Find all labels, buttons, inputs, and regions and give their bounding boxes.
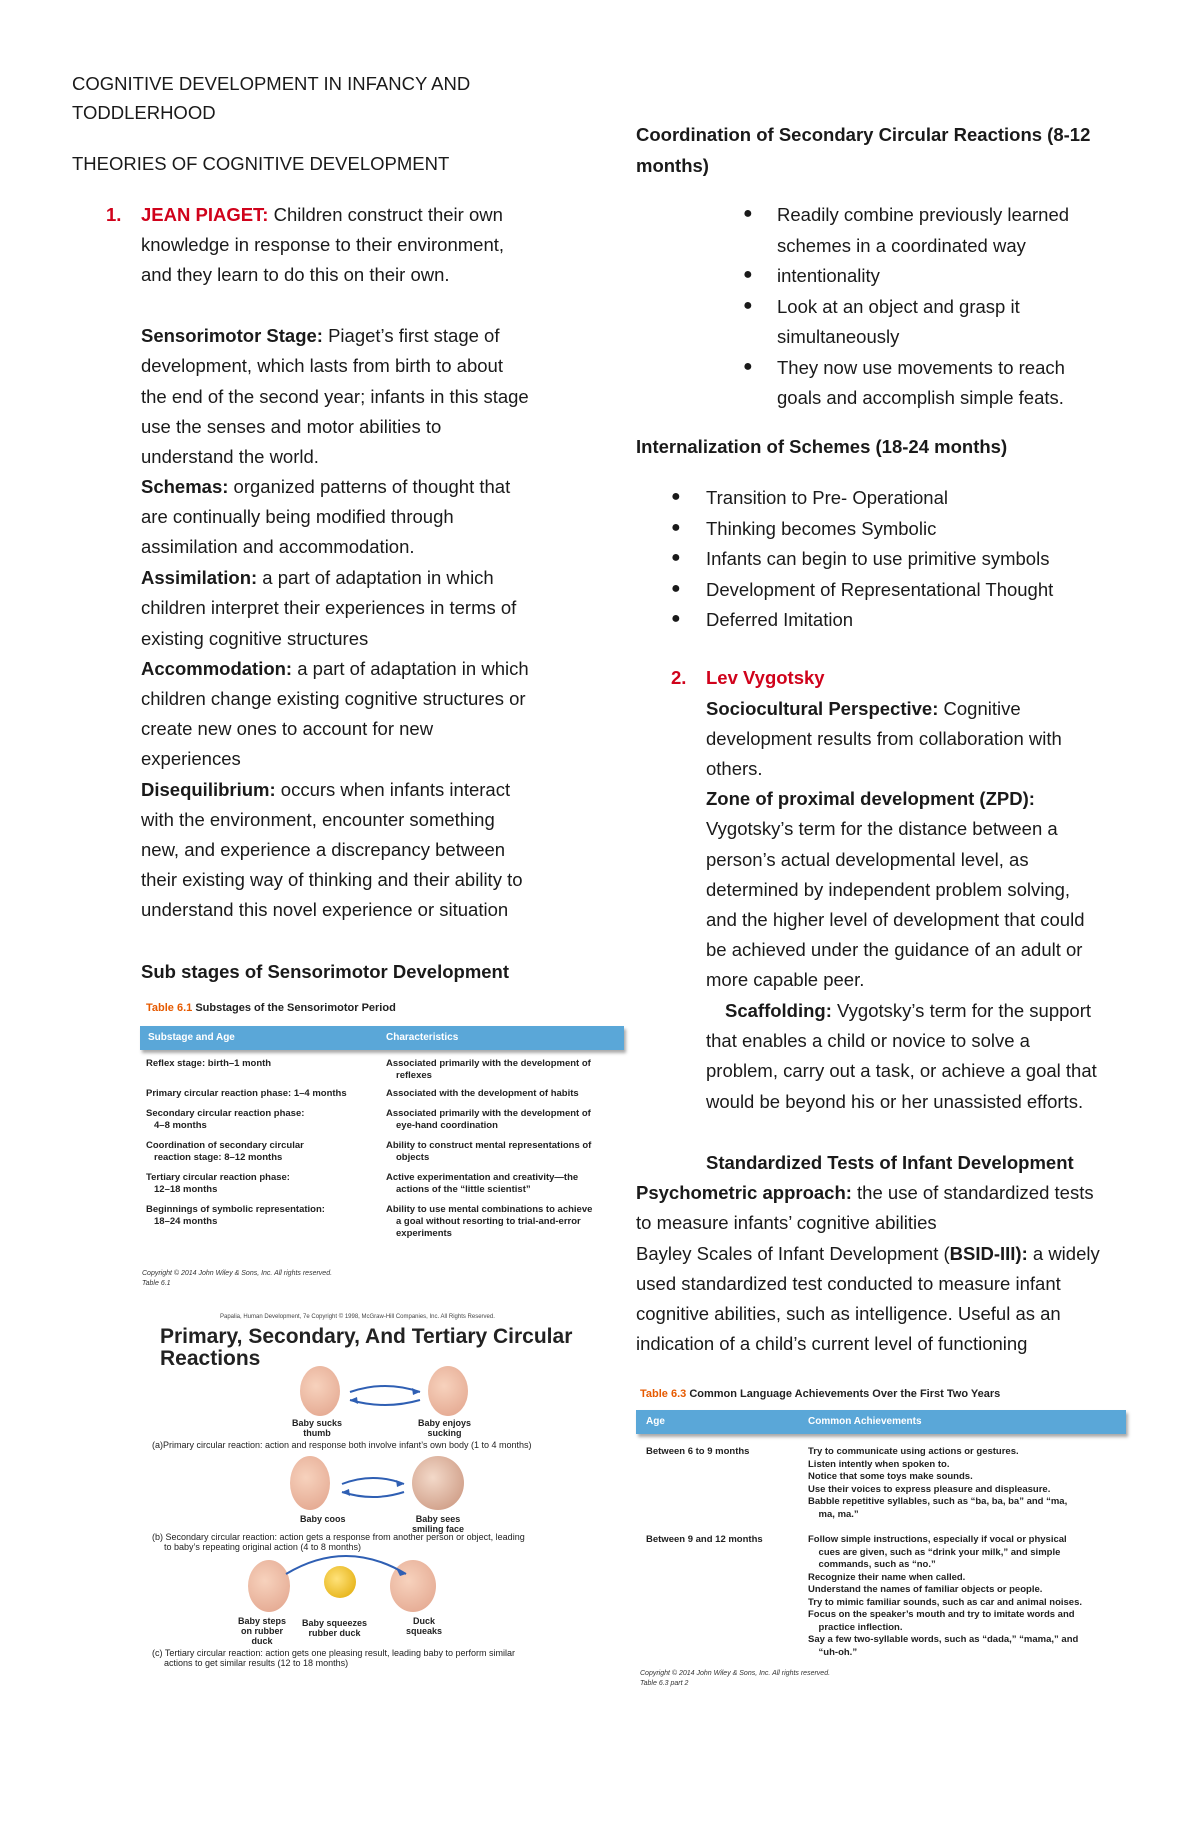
table-6-1-characteristic: objects xyxy=(396,1152,430,1163)
table-6-1-col1: Substage and Age xyxy=(148,1032,235,1043)
sociocultural-line3: others. xyxy=(706,758,763,779)
bullet-dot: ● xyxy=(743,296,753,314)
internalization-bullet-text: Transition to Pre- Operational xyxy=(706,487,948,508)
sensorimotor-line1: Sensorimotor Stage: Piaget’s first stage of xyxy=(141,325,500,346)
assimilation-line2: children interpret their experiences in terms of xyxy=(141,597,517,618)
scaffolding-line1: Scaffolding: Vygotsky’s term for the support xyxy=(725,1000,1091,1021)
table-6-3-label: Table 6.3 part 2 xyxy=(640,1680,689,1687)
label-baby-coos xyxy=(300,1514,346,1524)
cycle-arrows-c xyxy=(246,1544,446,1594)
table-6-1-substage: 18–24 months xyxy=(154,1216,218,1227)
bsid-term: BSID-III): xyxy=(949,1243,1028,1264)
accommodation-line2: children change existing cognitive structures or xyxy=(141,688,526,709)
table-6-3-col1: Age xyxy=(646,1416,665,1427)
table-6-3-copyright: Copyright © 2014 John Wiley & Sons, Inc. All rights reserved. xyxy=(640,1670,831,1677)
doc-title-line1: COGNITIVE DEVELOPMENT IN INFANCY AND xyxy=(72,73,471,94)
table-6-3-achievement: ma, ma.” xyxy=(808,1508,859,1520)
schemas-term: Schemas: xyxy=(141,476,229,497)
piaget-name: JEAN PIAGET: xyxy=(141,204,269,225)
table-6-1-substage: 12–18 months xyxy=(154,1184,218,1195)
bullet-dot: ● xyxy=(671,488,681,505)
disequilibrium-term: Disequilibrium: xyxy=(141,779,276,800)
reaction-label-line: Baby squeezes xyxy=(302,1618,368,1628)
internalization-bullet-text: Deferred Imitation xyxy=(706,609,854,630)
bullet-dot: ● xyxy=(743,266,753,283)
zpd-line3: determined by independent problem solving, xyxy=(706,879,1071,900)
internalization-heading: Internalization of Schemes (18-24 months) xyxy=(636,436,1008,457)
table-6-1-substage: Primary circular reaction phase: 1–4 months xyxy=(146,1088,347,1099)
table-6-1-label: Table 6.1 xyxy=(142,1280,171,1287)
schemas-line1: Schemas: organized patterns of thought that xyxy=(141,476,511,497)
sensorimotor-line3: the end of the second year; infants in this stage xyxy=(141,386,529,407)
coord-heading-line2: months) xyxy=(636,155,709,176)
reaction-label-line: thumb xyxy=(303,1428,331,1438)
reaction-label-line: on rubber xyxy=(241,1626,284,1636)
baby-sucking-thumb-image xyxy=(300,1366,340,1416)
standardized-tests-heading: Standardized Tests of Infant Development xyxy=(706,1152,1074,1173)
table-6-1-characteristic: Associated primarily with the development of xyxy=(386,1058,591,1069)
table-6-3-achievement: Understand the names of familiar objects or people. xyxy=(808,1584,1043,1595)
label-baby-enjoys-sucking xyxy=(418,1418,471,1438)
table-6-1-header xyxy=(140,1026,624,1050)
table-6-1-characteristic: Associated primarily with the development of xyxy=(386,1108,591,1119)
zpd-line2: person’s actual developmental level, as xyxy=(706,849,1029,870)
bullet-dot: ● xyxy=(743,205,753,222)
coord-bullet-text: simultaneously xyxy=(777,326,900,347)
bullet-dot: ● xyxy=(671,518,681,536)
reaction-label-line: rubber duck xyxy=(308,1628,361,1638)
sensorimotor-line5: understand the world. xyxy=(141,446,319,467)
bullet-dot: ● xyxy=(743,357,753,375)
internalization-bullet-text: Development of Representational Thought xyxy=(706,578,1054,600)
substages-heading: Sub stages of Sensorimotor Development xyxy=(141,961,510,982)
table-6-3-achievement: Listen intently when spoken to. xyxy=(808,1458,950,1470)
disequilibrium-line1: Disequilibrium: occurs when infants interact xyxy=(141,779,511,800)
table-6-1-copyright: Copyright © 2014 John Wiley & Sons, Inc. All rights reserved. xyxy=(142,1270,333,1277)
accommodation-term: Accommodation: xyxy=(141,658,293,679)
table-6-1-substage: reaction stage: 8–12 months xyxy=(154,1152,283,1163)
table-6-1-col2: Characteristics xyxy=(386,1032,459,1043)
baby-enjoys-sucking-image xyxy=(428,1366,468,1416)
zpd-term: Zone of proximal development (ZPD): xyxy=(706,788,1035,809)
table-6-1-characteristic: experiments xyxy=(396,1228,452,1239)
table-6-3-row1-age: Between 6 to 9 months xyxy=(646,1446,750,1457)
table-6-1-caption: Table 6.1 Substages of the Sensorimotor Period xyxy=(146,1002,396,1014)
zpd-line1: Vygotsky’s term for the distance between a xyxy=(706,818,1058,839)
bayley-line3: cognitive abilities, such as intelligence. Useful as an xyxy=(636,1303,1061,1324)
assimilation-line3: existing cognitive structures xyxy=(141,628,369,649)
table-6-1-substage: Reflex stage: birth–1 month xyxy=(146,1058,272,1069)
assimilation-term: Assimilation: xyxy=(141,567,258,588)
reaction-label-line: Baby enjoys xyxy=(418,1418,472,1428)
label-baby-sees-smiling-face xyxy=(412,1514,464,1534)
sociocultural-line2: development results from collaboration with xyxy=(706,728,1062,749)
table-6-3-achievement: Say a few two-syllable words, such as “dada,” “mama,” and xyxy=(808,1634,1079,1645)
table-6-1-characteristic: Active experimentation and creativity—the xyxy=(386,1172,579,1183)
table-6-3-col2: Common Achievements xyxy=(808,1416,922,1427)
cycle-arrows-a xyxy=(346,1380,424,1410)
doc-title-line2: TODDLERHOOD xyxy=(72,102,216,123)
assimilation-line1: Assimilation: a part of adaptation in which xyxy=(141,567,494,588)
label-baby-steps-on-rubber-duck xyxy=(238,1616,286,1646)
disequilibrium-line5: understand this novel experience or situation xyxy=(141,899,509,920)
table-6-3-achievement: Babble repetitive syllables, such as “ba, ba, ba” and “ma, xyxy=(808,1496,1068,1507)
table-6-1-characteristic: Ability to construct mental representations of xyxy=(386,1140,592,1151)
vygotsky-name: Lev Vygotsky xyxy=(706,667,825,688)
coord-bullet-text: intentionality xyxy=(777,265,880,286)
coord-heading-line1: Coordination of Secondary Circular Reactions (8-12 xyxy=(636,124,1091,145)
reaction-label-line: duck xyxy=(251,1636,273,1646)
table-6-3-achievement: Try to mimic familiar sounds, such as car and animal noises. xyxy=(808,1596,1083,1608)
zpd-line5: be achieved under the guidance of an adult or xyxy=(706,939,1083,960)
table-6-3-header xyxy=(636,1410,1126,1434)
table-6-1-substage: Coordination of secondary circular xyxy=(146,1140,304,1151)
baby-coos-image xyxy=(290,1456,330,1510)
table-6-3-figure xyxy=(636,1384,1136,1694)
tertiary-reaction-desc2: actions to get similar results (12 to 18 months) xyxy=(164,1658,349,1668)
table-6-1-characteristic: eye-hand coordination xyxy=(396,1120,498,1131)
label-duck-squeaks xyxy=(406,1616,442,1636)
table-6-3-achievement: Follow simple instructions, especially if vocal or physical xyxy=(808,1534,1067,1545)
disequilibrium-line2: with the environment, encounter something xyxy=(141,809,495,830)
table-6-1-figure xyxy=(140,998,632,1294)
table-6-1-characteristic: Ability to use mental combinations to achieve xyxy=(386,1204,593,1215)
coord-bullet-text: Look at an object and grasp it xyxy=(777,295,1020,317)
sensorimotor-line4: use the senses and motor abilities to xyxy=(141,416,442,437)
sensorimotor-line2: development, which lasts from birth to about xyxy=(141,355,503,376)
disequilibrium-line4: their existing way of thinking and their ability to xyxy=(141,869,523,890)
piaget-line1: JEAN PIAGET: Children construct their own xyxy=(141,204,503,225)
cycle-arrows-b xyxy=(338,1472,408,1502)
scaffolding-line2: that enables a child or novice to solve a xyxy=(706,1030,1030,1051)
zpd-line4: and the higher level of development that could xyxy=(706,909,1085,930)
internalization-bullet-text: Thinking becomes Symbolic xyxy=(706,517,937,539)
psychometric-line1: Psychometric approach: the use of standardized tests xyxy=(636,1182,1094,1203)
sociocultural-term: Sociocultural Perspective: xyxy=(706,698,939,719)
bayley-line2: used standardized test conducted to measure infant xyxy=(636,1273,1061,1294)
reaction-label-line: smiling face xyxy=(412,1524,465,1534)
reaction-label-line: sucking xyxy=(427,1428,462,1438)
schemas-line2: are continually being modified through xyxy=(141,506,454,527)
baby-sees-smiling-face-image xyxy=(412,1456,464,1510)
table-6-3-achievement: commands, such as “no.” xyxy=(808,1559,936,1570)
circular-reactions-figure xyxy=(150,1312,620,1672)
bullet-dot: ● xyxy=(671,610,681,627)
table-6-1-substage: 4–8 months xyxy=(154,1120,207,1131)
table-6-3-caption: Table 6.3 Common Language Achievements Over the First Two Years xyxy=(640,1388,1001,1400)
primary-reaction-desc: (a)Primary circular reaction: action and response both involve infant’s own body (1 to 4 months) xyxy=(152,1440,532,1450)
table-6-3-achievement: Try to communicate using actions or gestures. xyxy=(808,1446,1019,1457)
table-6-1-characteristic: actions of the “little scientist” xyxy=(396,1184,531,1195)
accommodation-line4: experiences xyxy=(141,748,241,769)
reaction-label-line: Baby sucks xyxy=(292,1418,343,1428)
label-baby-squeezes-rubber-duck xyxy=(302,1618,367,1638)
bullet-dot: ● xyxy=(671,579,681,597)
reactions-title: Primary, Secondary, And Tertiary Circular Reactions xyxy=(160,1325,573,1370)
schemas-line3: assimilation and accommodation. xyxy=(141,536,415,557)
table-6-3-achievement: Use their voices to express pleasure and displeasure. xyxy=(808,1483,1051,1495)
psychometric-line2: to measure infants’ cognitive abilities xyxy=(636,1212,937,1233)
scaffolding-line4: would be beyond his or her unassisted efforts. xyxy=(706,1091,1084,1112)
zpd-line6: more capable peer. xyxy=(706,969,865,990)
table-6-1-substage: Secondary circular reaction phase: xyxy=(146,1108,305,1119)
table-6-3-achievement: practice inflection. xyxy=(808,1621,903,1633)
reaction-label-line: Baby sees xyxy=(415,1514,461,1524)
secondary-reaction-desc1: (b) Secondary circular reaction: action gets a response from another person or object, leading xyxy=(152,1532,525,1542)
table-6-3-row2-age: Between 9 and 12 months xyxy=(646,1534,763,1545)
accommodation-line3: create new ones to account for new xyxy=(141,718,434,739)
disequilibrium-line3: new, and experience a discrepancy between xyxy=(141,839,506,860)
piaget-line3: and they learn to do this on their own. xyxy=(141,264,450,285)
bayley-line4: indication of a child’s current level of functioning xyxy=(636,1333,1028,1354)
coord-bullet-text: goals and accomplish simple feats. xyxy=(777,387,1064,408)
accommodation-line1: Accommodation: a part of adaptation in which xyxy=(141,658,529,679)
reaction-label-line: Duck xyxy=(413,1616,436,1626)
theories-heading: THEORIES OF COGNITIVE DEVELOPMENT xyxy=(72,153,450,174)
table-6-3-achievement: Notice that some toys make sounds. xyxy=(808,1471,973,1482)
reaction-label-line: Baby coos xyxy=(300,1514,346,1524)
piaget-line2: knowledge in response to their environment, xyxy=(141,234,505,255)
list-number-1: 1. xyxy=(106,204,122,225)
table-6-3-achievement: “uh-oh.” xyxy=(808,1646,858,1658)
bullet-dot: ● xyxy=(671,549,681,566)
secondary-reaction-desc2: to baby’s repeating original action (4 to 8 months) xyxy=(164,1542,361,1552)
reaction-label-line: Baby steps xyxy=(238,1616,287,1626)
bayley-line1: Bayley Scales of Infant Development (BSID-III): a widely xyxy=(636,1243,1100,1264)
reactions-source: Papalia, Human Development, 7e Copyright © 1998, McGraw-Hill Companies, Inc. All Rights Reserved. xyxy=(220,1314,495,1320)
scaffolding-term: Scaffolding: xyxy=(725,1000,832,1021)
coord-bullet-text: schemes in a coordinated way xyxy=(777,234,1026,256)
scaffolding-line3: problem, carry out a task, or achieve a goal that xyxy=(706,1060,1097,1081)
table-6-1-substage: Tertiary circular reaction phase: xyxy=(146,1172,290,1183)
sociocultural-line1: Sociocultural Perspective: Cognitive xyxy=(706,698,1021,719)
label-baby-sucks-thumb xyxy=(292,1418,342,1438)
table-6-3-achievement: Recognize their name when called. xyxy=(808,1571,966,1583)
table-6-1-characteristic: Associated with the development of habits xyxy=(386,1088,579,1099)
coord-bullet-text: They now use movements to reach xyxy=(777,356,1065,378)
internalization-bullet-text: Infants can begin to use primitive symbols xyxy=(706,548,1050,569)
table-6-1-characteristic: a goal without resorting to trial-and-error xyxy=(396,1216,581,1227)
table-6-1-characteristic: reflexes xyxy=(396,1070,432,1081)
reaction-label-line: squeaks xyxy=(406,1626,443,1636)
table-6-1-substage: Beginnings of symbolic representation: xyxy=(146,1204,325,1215)
table-6-3-achievement: cues are given, such as “drink your milk,” and simple xyxy=(808,1546,1061,1558)
psychometric-term: Psychometric approach: xyxy=(636,1182,852,1203)
tertiary-reaction-desc1: (c) Tertiary circular reaction: action gets one pleasing result, leading baby to perform similar xyxy=(152,1648,515,1658)
list-number-2: 2. xyxy=(671,667,687,688)
table-6-3-achievement: Focus on the speaker’s mouth and try to imitate words and xyxy=(808,1609,1075,1620)
coord-bullet-text: Readily combine previously learned xyxy=(777,204,1070,225)
sensorimotor-term: Sensorimotor Stage: xyxy=(141,325,323,346)
